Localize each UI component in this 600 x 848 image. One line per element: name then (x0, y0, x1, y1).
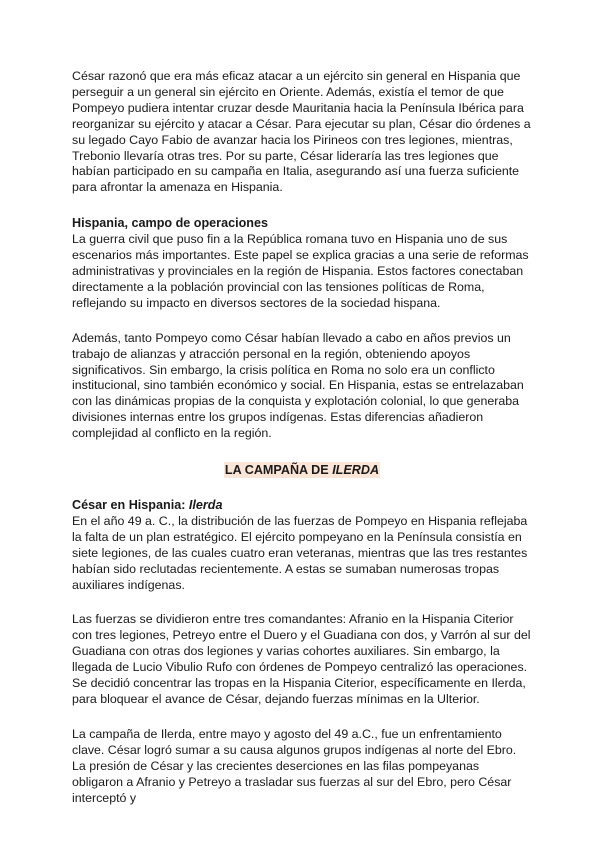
campaign-section-title (72, 462, 532, 478)
campaign-paragraph-3: La campaña de Ilerda, entre mayo y agosto del 49 a.C., fue un enfrentamiento clave. César logró sumar a su causa algunos grupos indígenas al norte del Ebro. La presión de César y las crecientes deserciones en las filas pompeyanas obligaron a Afranio y Petreyo a trasladar sus fuerzas al sur del Ebro, pero César interceptó y (72, 726, 517, 805)
title-italic: ILERDA (332, 463, 380, 478)
campaign-paragraph-2: Las fuerzas se dividieron entre tres comandantes: Afranio en la Hispania Citerior con tres legiones, Petreyo entre el Duero y el Guadiana con dos, y Varrón al sur del Guadiana con otras dos legiones y varias cohortes auxiliares. Sin embargo, la llegada de Lucio Vibulio Rufo con órdenes de Pompeyo centralizó las operaciones. Se decidió concentrar las tropas en la Hispania Citerior, específicamente en Ilerda, para bloquear el avance de César, dejando fuerzas mínimas en la Ulterior. (72, 612, 531, 706)
intro-paragraph: César razonó que era más eficaz atacar a un ejército sin general en Hispania que perseguir a un general sin ejército en Oriente. Además, existía el temor de que Pompeyo pudiera intentar cruzar desde Mauritania hacia la Península Ibérica para reorganizar su ejército y atacar a César. Para ejecutar su plan, César dio órdenes a su legado Cayo Fabio de avanzar hacia los Pirineos con tres legiones, mientras, Trebonio llevaría otras tres. Por su parte, César lideraría las tres legiones que habían participado en su campaña en Italia, asegurando así una fuerza suficiente para afrontar la amenaza en Hispania. (72, 69, 531, 195)
campaign-paragraph-1: En el año 49 a. C., la distribución de las fuerzas de Pompeyo en Hispania reflejaba la falta de un plan estratégico. El ejército pompeyano en la Península consistía en siete legiones, de las cuales cuatro eran veteranas, mientras que las tres restantes habían sido reclutadas recientemente. A estas se sumaban numerosas tropas auxiliares indígenas. (72, 513, 528, 592)
document-page (72, 69, 532, 806)
hispania-paragraph-2: Además, tanto Pompeyo como César habían llevado a cabo en años previos un trabajo de alianzas y atracción personal en la región, obteniendo apoyos significativos. Sin embargo, la crisis política en Roma no solo era un conflicto institucional, sino también económico y social. En Hispania, estas se entrelazaban con las dinámicas propias de la conquista y explotación colonial, lo que generaba divisiones internas entre los grupos indígenas. Estas diferencias añadieron complejidad al conflicto en la región. (72, 330, 524, 441)
hispania-paragraph-1: La guerra civil que puso fin a la República romana tuvo en Hispania uno de sus escenarios más importantes. Este papel se explica gracias a una serie de reformas administrativas y provinciales en la región de Hispania. Estos factores conectaban directamente a la población provincial con las tensiones políticas de Roma, reflejando su impacto en diversos sectores de la sociedad hispana. (72, 232, 529, 310)
title-highlight (224, 462, 380, 478)
campaign-subheading (72, 498, 532, 514)
subheading-prefix: César en Hispania: (72, 498, 189, 513)
hispania-heading: Hispania, campo de operaciones (72, 216, 268, 231)
subheading-italic: Ilerda (188, 498, 223, 513)
title-prefix: LA CAMPAÑA DE (224, 463, 333, 478)
